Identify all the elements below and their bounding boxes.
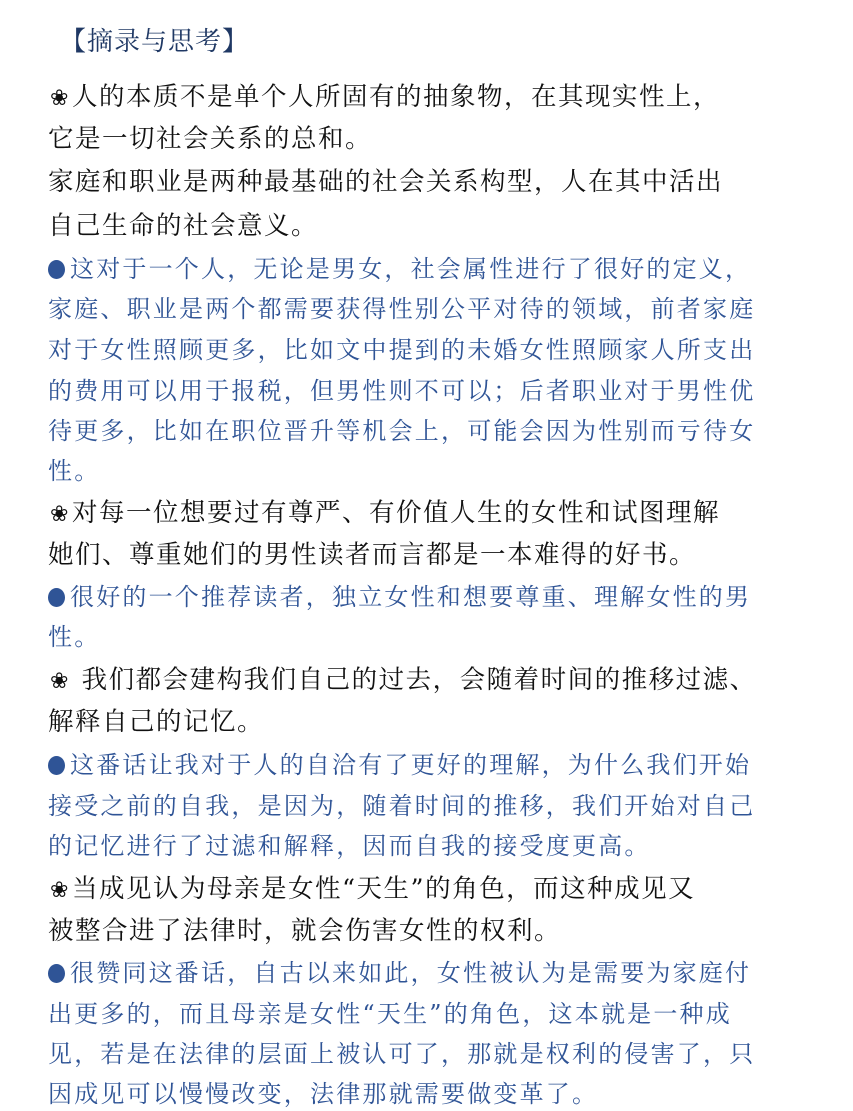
comment-line: 很赞同这番话，自古以来如此，女性被认为是需要为家庭付 <box>48 956 751 990</box>
blue-dot-bullet-icon <box>48 964 65 983</box>
quote-line: ❀对每一位想要过有尊严、有价值人生的女性和试图理解 <box>48 496 720 532</box>
quote-line: 自己生命的社会意义。 <box>48 211 319 241</box>
flower-bullet-icon: ❀ <box>50 502 70 527</box>
quote-line: 它是一切社会关系的总和。 <box>48 124 373 154</box>
comment-line: 接受之前的自我，是因为，随着时间的推移，我们开始对自己 <box>48 792 756 820</box>
comment-line: 这对于一个人，无论是男女，社会属性进行了很好的定义， <box>48 252 751 286</box>
section-heading: 【摘录与思考】 <box>60 27 250 57</box>
comment-line: 见，若是在法律的层面上被认可了，那就是权利的侵害了，只 <box>48 1040 756 1068</box>
flower-bullet-icon: ❀ <box>50 669 70 694</box>
comment-line: 的记忆进行了过滤和解释，因而自我的接受度更高。 <box>48 832 651 860</box>
comment-line: 性。 <box>48 623 101 651</box>
flower-bullet-icon: ❀ <box>50 86 70 111</box>
comment-line: 家庭、职业是两个都需要获得性别公平对待的领域，前者家庭 <box>48 295 756 323</box>
comment-line: 很好的一个推荐读者，独立女性和想要尊重、理解女性的男 <box>48 580 751 614</box>
quote-line: 家庭和职业是两种最基础的社会关系构型，人在其中活出 <box>48 167 724 197</box>
quote-line: ❀ 我们都会建构我们自己的过去，会随着时间的推移过滤、 <box>48 663 757 699</box>
blue-dot-bullet-icon <box>48 260 65 279</box>
flower-bullet-icon: ❀ <box>50 878 70 903</box>
blue-dot-bullet-icon <box>48 756 65 775</box>
comment-line: 对于女性照顾更多，比如文中提到的未婚女性照顾家人所支出 <box>48 336 756 364</box>
quote-line: ❀人的本质不是单个人所固有的抽象物，在其现实性上， <box>48 80 720 116</box>
quote-line: ❀当成见认为母亲是女性“天生”的角色，而这种成见又 <box>48 872 695 908</box>
comment-line: 的费用可以用于报税，但男性则不可以；后者职业对于男性优 <box>48 377 756 405</box>
blue-dot-bullet-icon <box>48 588 65 607</box>
comment-line: 性。 <box>48 457 101 485</box>
comment-line: 因成见可以慢慢改变，法律那就需要做变革了。 <box>48 1080 599 1108</box>
quote-line: 被整合进了法律时，就会伤害女性的权利。 <box>48 916 562 946</box>
comment-line: 出更多的，而且母亲是女性“天生”的角色，这本就是一种成 <box>48 1000 732 1028</box>
quote-line: 她们、尊重她们的男性读者而言都是一本难得的好书。 <box>48 540 697 570</box>
comment-line: 待更多，比如在职位晋升等机会上，可能会因为性别而亏待女 <box>48 417 756 445</box>
comment-line: 这番话让我对于人的自洽有了更好的理解，为什么我们开始 <box>48 748 751 782</box>
quote-line: 解释自己的记忆。 <box>48 707 265 737</box>
